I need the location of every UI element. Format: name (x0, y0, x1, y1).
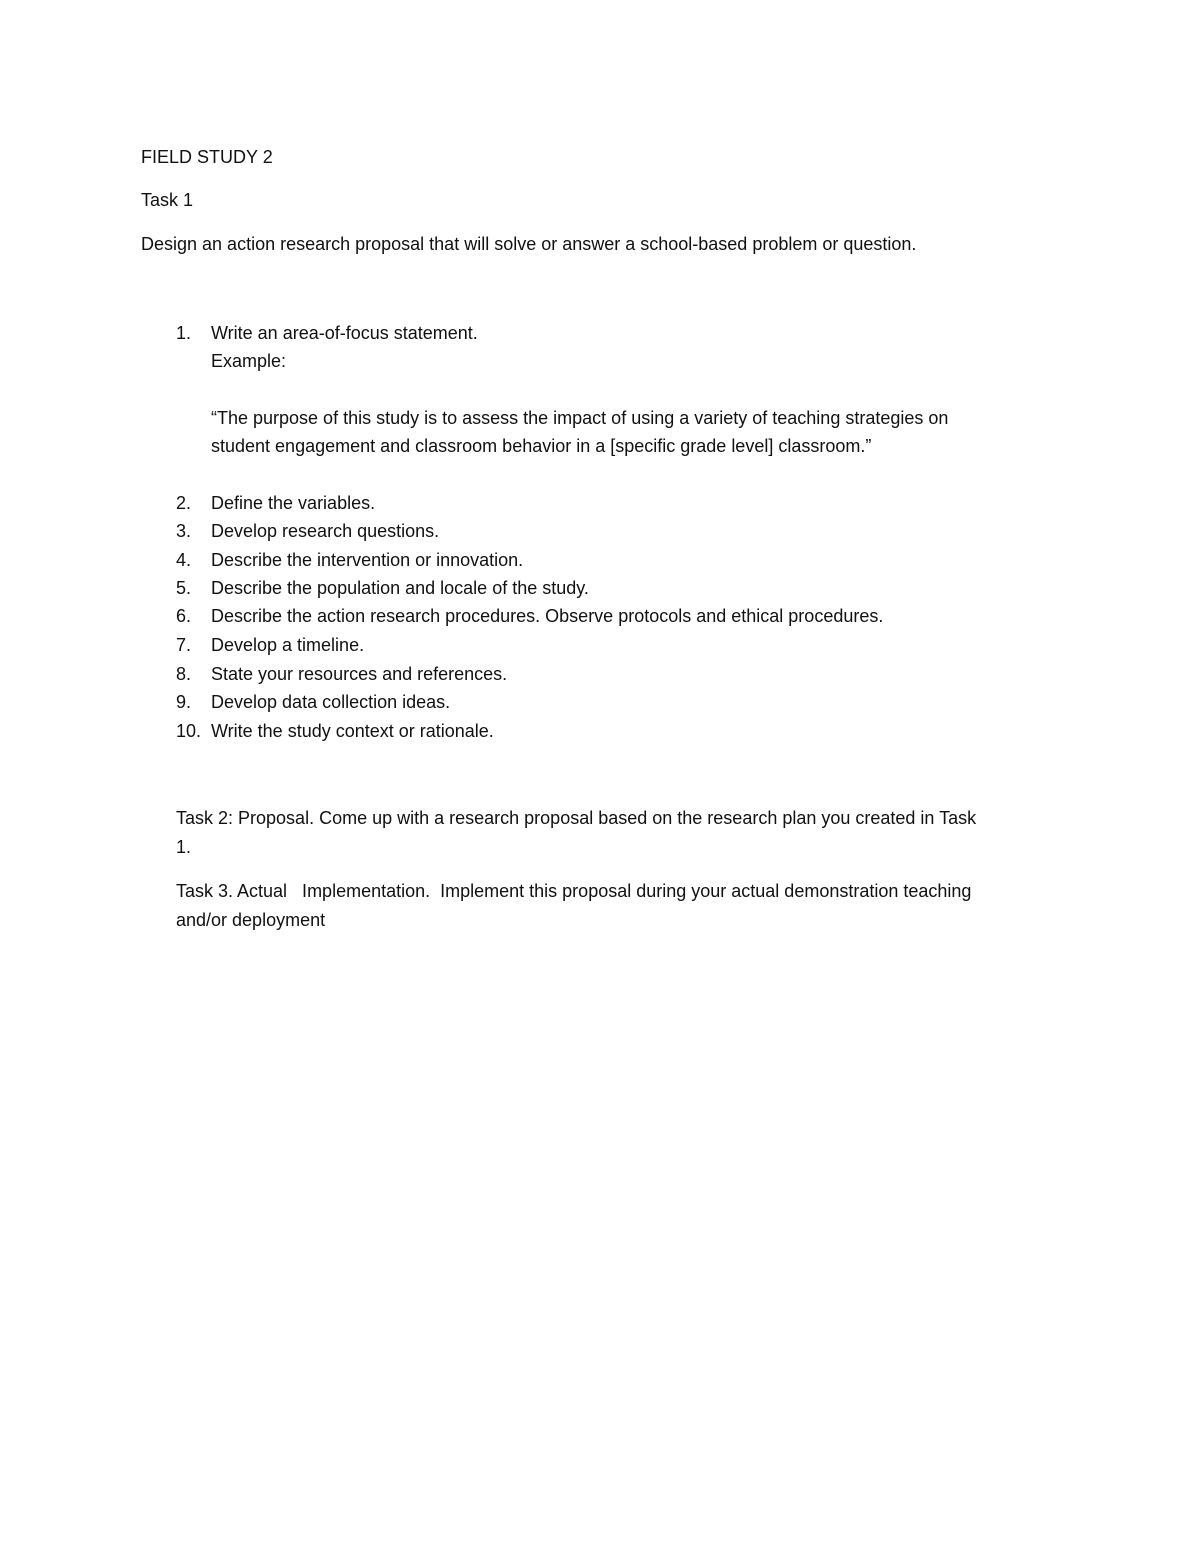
example-quote-line-1: “The purpose of this study is to assess the impact of using a variety of teaching strategies on (211, 408, 949, 428)
list-item-text: Develop research questions. (211, 521, 440, 541)
list-item-text: Describe the action research procedures. Observe protocols and ethical procedures. (211, 606, 884, 626)
list-item-number: 7. (176, 635, 192, 655)
task1-heading: Task 1 (141, 190, 194, 210)
list-item-text: Write an area-of-focus statement. (211, 323, 478, 343)
list-item-number: 8. (176, 664, 192, 684)
list-item-number: 9. (176, 692, 192, 712)
list-item-number: 4. (176, 550, 192, 570)
list-item-number: 6. (176, 606, 192, 626)
task2-text-line-1: Task 2: Proposal. Come up with a research proposal based on the research plan you created in Task (176, 808, 977, 828)
list-item-number: 1. (176, 323, 192, 343)
task3-text-line-1: Task 3. Actual Implementation. Implement this proposal during your actual demonstration teaching (176, 881, 972, 901)
list-item-text: Describe the population and locale of the study. (211, 578, 589, 598)
list-item-number: 3. (176, 521, 192, 541)
task2-text-line-2: 1. (176, 837, 192, 857)
list-item-text: Define the variables. (211, 493, 376, 513)
example-label: Example: (211, 351, 287, 371)
list-item-text: Describe the intervention or innovation. (211, 550, 524, 570)
list-item-text: Develop data collection ideas. (211, 692, 451, 712)
example-quote-line-2: student engagement and classroom behavior in a [specific grade level] classroom.” (211, 436, 872, 456)
list-item-number: 10. (176, 721, 202, 741)
task3-text-line-2: and/or deployment (176, 910, 326, 930)
document-title: FIELD STUDY 2 (141, 147, 273, 167)
list-item-text: Develop a timeline. (211, 635, 365, 655)
list-item-text: Write the study context or rationale. (211, 721, 494, 741)
task1-instruction: Design an action research proposal that will solve or answer a school-based problem or question. (141, 234, 917, 254)
list-item-text: State your resources and references. (211, 664, 508, 684)
list-item-number: 2. (176, 493, 192, 513)
list-item-number: 5. (176, 578, 192, 598)
